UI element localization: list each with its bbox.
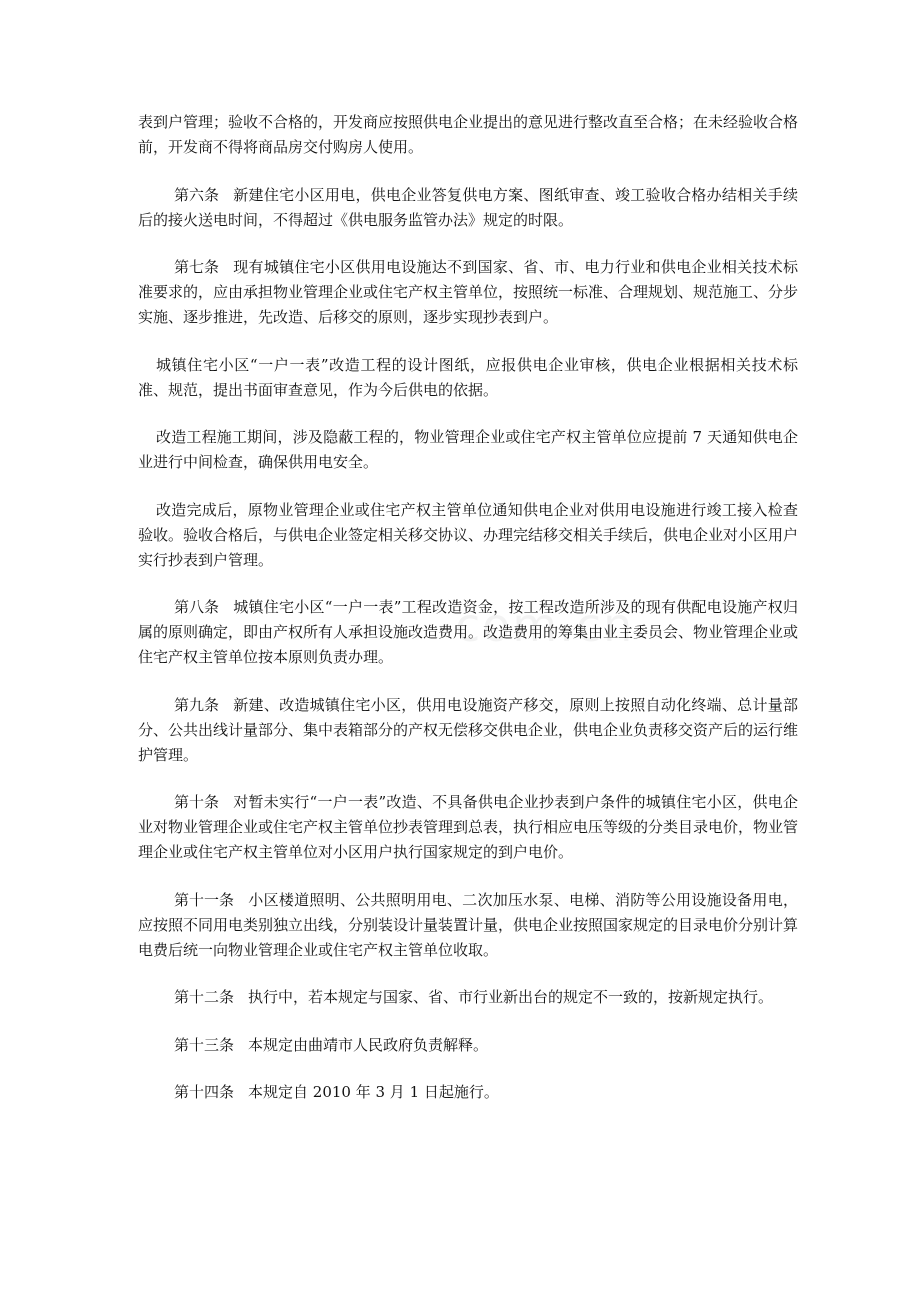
article-10 xyxy=(138,790,798,865)
article-13 xyxy=(138,1033,798,1058)
article-number: 第十条 xyxy=(174,793,220,811)
paragraph-text: 改造完成后，原物业管理企业或住宅产权主管单位通知供电企业对供用电设施进行竣工接入检查验收。验收合格后，与供电企业签定相关移交协议、办理完结移交相关手续后，供电企业对小区用户实行抄表到户管理。 xyxy=(138,500,799,569)
article-6 xyxy=(138,183,798,233)
paragraph-continuation xyxy=(138,110,798,160)
document-body xyxy=(138,110,798,1128)
paragraph-text: 本规定由曲靖市人民政府负责解释。 xyxy=(248,1035,489,1054)
paragraph-text: 现有城镇住宅小区供用电设施达不到国家、省、市、电力行业和供电企业相关技术标准要求的，应由承担物业管理企业或住宅产权主管单位，按照统一标准、合理规划、规范施工、分步实施、逐步推进，先改造、后移交的原则，逐步实现抄表到户。 xyxy=(138,258,799,326)
paragraph-text: 小区楼道照明、公共照明用电、二次加压水泵、电梯、消防等公用设施设备用电，应按照不同用电类别独立出线，分别装设计量装置计量，供电企业按照国家规定的目录电价分别计算电费后统一向物业管理企业或住宅产权主管单位收取。 xyxy=(138,890,799,959)
article-number: 第十三条 xyxy=(174,1035,235,1054)
paragraph-text: 本规定自 2010 年 3 月 1 日起施行。 xyxy=(248,1083,499,1101)
article-7-paragraph-3 xyxy=(138,425,798,475)
paragraph-text: 对暂未实行“一户一表”改造、不具备供电企业抄表到户条件的城镇住宅小区，供电企业对物业管理企业或住宅产权主管单位抄表管理到总表，执行相应电压等级的分类目录电价，物业管理企业或住宅产权主管单位对小区用户执行国家规定的到户电价。 xyxy=(138,793,799,861)
article-12 xyxy=(138,985,798,1010)
paragraph-text: 执行中，若本规定与国家、省、市行业新出台的规定不一致的，按新规定执行。 xyxy=(248,988,774,1006)
paragraph-text: 新建、改造城镇住宅小区，供用电设施资产移交，原则上按照自动化终端、总计量部分、公共出线计量部分、集中表箱部分的产权无偿移交供电企业，供电企业负责移交资产后的运行维护管理。 xyxy=(138,695,799,764)
article-7-paragraph-2 xyxy=(138,353,798,403)
article-number: 第七条 xyxy=(174,258,220,276)
paragraph-text: 城镇住宅小区“一户一表”改造工程的设计图纸，应报供电企业审核，供电企业根据相关技术标准、规范，提出书面审查意见，作为今后供电的依据。 xyxy=(138,355,798,399)
article-14 xyxy=(138,1080,798,1105)
article-number: 第八条 xyxy=(174,598,220,616)
article-number: 第六条 xyxy=(174,185,220,204)
paragraph-text: 新建住宅小区用电，供电企业答复供电方案、图纸审查、竣工验收合格办结相关手续后的接火送电时间，不得超过《供电服务监管办法》规定的时限。 xyxy=(138,185,798,229)
article-11 xyxy=(138,888,798,963)
paragraph-text: 表到户管理；验收不合格的，开发商应按照供电企业提出的意见进行整改直至合格；在未经验收合格前，开发商不得将商品房交付购房人使用。 xyxy=(138,113,799,156)
article-7-paragraph-4 xyxy=(138,498,798,573)
article-number: 第十四条 xyxy=(174,1083,235,1101)
article-8 xyxy=(138,595,798,670)
paragraph-text: 城镇住宅小区“一户一表”工程改造资金，按工程改造所涉及的现有供配电设施产权归属的原则确定，即由产权所有人承担设施改造费用。改造费用的筹集由业主委员会、物业管理企业或住宅产权主管单位按本原则负责办理。 xyxy=(138,598,799,666)
article-7 xyxy=(138,255,798,330)
paragraph-text: 改造工程施工期间，涉及隐蔽工程的，物业管理企业或住宅产权主管单位应提前 7 天通知供电企业进行中间检查，确保供用电安全。 xyxy=(138,428,798,471)
article-number: 第九条 xyxy=(174,695,220,714)
article-number: 第十二条 xyxy=(174,988,235,1006)
article-number: 第十一条 xyxy=(174,890,235,909)
article-9 xyxy=(138,693,798,768)
